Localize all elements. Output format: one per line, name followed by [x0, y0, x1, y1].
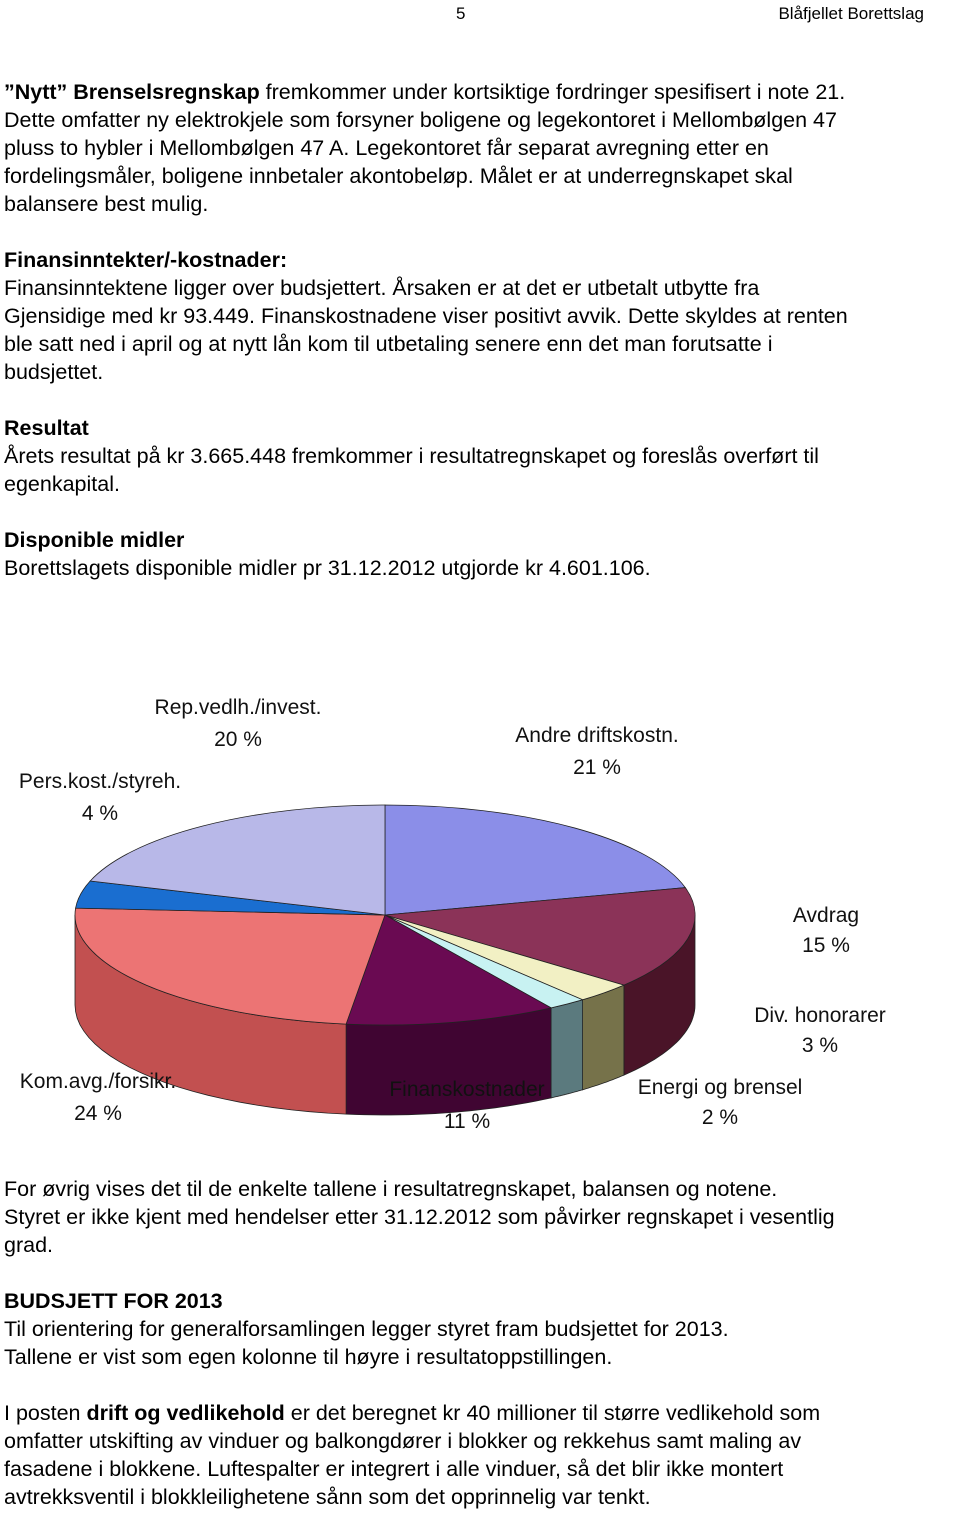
paragraph-line: grad. [4, 1233, 54, 1257]
pie-slice-percent: 2 % [701, 1106, 739, 1129]
paragraph-line: Finansinntektene ligger over budsjettert. Årsaken er at det er utbetalt utbytte fra [4, 276, 760, 300]
drift-bold: drift og vedlikehold [86, 1401, 285, 1425]
pie-slice-percent: 24 % [74, 1102, 122, 1125]
paragraph-line: Årets resultat på kr 3.665.448 fremkommer i resultatregnskapet og foreslås overført til [4, 444, 819, 468]
pie-slice-percent: 20 % [214, 728, 262, 751]
pie-slice-label: Energi og brensel [637, 1076, 803, 1099]
paragraph-line: For øvrig vises det til de enkelte tallene i resultatregnskapet, balansen og notene. [4, 1177, 778, 1201]
brensel-line1-text: fremkommer under kortsiktige fordringer spesifisert i note 21. [259, 80, 846, 104]
paragraph-line: egenkapital. [4, 472, 120, 496]
paragraph-line: fordelingsmåler, boligene innbetaler akontobeløp. Målet er at underregnskapet skal [4, 164, 793, 188]
paragraph-line: pluss to hybler i Mellombølgen 47 A. Legekontoret får separat avregning etter en [4, 136, 769, 160]
pie-slice-label: Avdrag [792, 904, 860, 927]
pie-slice-percent: 11 % [443, 1110, 491, 1133]
section-heading-budsjett: BUDSJETT FOR 2013 [4, 1289, 223, 1313]
document-body [4, 78, 959, 582]
pie-slice-percent: 21 % [573, 756, 621, 779]
paragraph-line: avtrekksventil i blokkleilighetene sånn som det opprinnelig var tenkt. [4, 1485, 651, 1509]
pie-slice-label: Andre driftskostn. [515, 724, 679, 747]
paragraph-line: balansere best mulig. [4, 192, 209, 216]
paragraph-line: Tallene er vist som egen kolonne til høyre i resultatoppstillingen. [4, 1345, 613, 1369]
pie-slice-percent: 4 % [81, 802, 119, 825]
paragraph-line: Styret er ikke kjent med hendelser etter 31.12.2012 som påvirker regnskapet i vesentlig [4, 1205, 835, 1229]
pie-chart-svg [0, 690, 960, 1140]
paragraph-line: omfatter utskifting av vinduer og balkongdører i blokker og rekkehus samt maling av [4, 1429, 802, 1453]
cost-distribution-pie-chart [0, 690, 960, 1140]
pie-slice-label: Pers.kost./styreh. [18, 770, 182, 793]
section-heading-resultat: Resultat [4, 416, 89, 440]
section-heading-finans: Finansinntekter/-kostnader: [4, 248, 288, 272]
pie-slice-label: Kom.avg./forsikr. [19, 1070, 177, 1093]
paragraph-line: Dette omfatter ny elektrokjele som forsyner boligene og legekontoret i Mellombølgen 47 [4, 108, 837, 132]
paragraph-line: Til orientering for generalforsamlingen legger styret fram budsjettet for 2013. [4, 1317, 729, 1341]
pie-slice-percent: 15 % [802, 934, 850, 957]
document-title: Blåfjellet Borettslag [778, 4, 924, 23]
paragraph-line: Gjensidige med kr 93.449. Finanskostnadene viser positivt avvik. Dette skyldes at renten [4, 304, 848, 328]
brensel-bold-lead: ”Nytt” Brenselsregnskap [4, 80, 260, 104]
paragraph-line: fasadene i blokkene. Luftespalter er integrert i alle vinduer, så det blir ikke montert [4, 1457, 784, 1481]
pie-slice-side [551, 1000, 583, 1098]
paragraph-line: Borettslagets disponible midler pr 31.12.2012 utgjorde kr 4.601.106. [4, 556, 651, 580]
drift-post: er det beregnet kr 40 millioner til større vedlikehold som [284, 1401, 821, 1425]
page-number: 5 [456, 4, 466, 23]
document-body-lower [4, 1175, 959, 1511]
pie-slice-percent: 3 % [801, 1034, 839, 1057]
section-heading-disponible: Disponible midler [4, 528, 185, 552]
paragraph-brensel-line1 [4, 78, 959, 106]
paragraph-drift-line1 [4, 1399, 959, 1427]
page-header [0, 0, 960, 30]
paragraph-line: budsjettet. [4, 360, 104, 384]
drift-pre: I posten [4, 1401, 87, 1425]
pie-slice-label: Div. honorarer [754, 1004, 886, 1027]
paragraph-line: ble satt ned i april og at nytt lån kom til utbetaling senere enn det man forutsatte i [4, 332, 773, 356]
pie-slice-side [583, 985, 624, 1090]
pie-slice-label: Finanskostnader [389, 1078, 545, 1101]
pie-slice-label: Rep.vedlh./invest. [154, 696, 322, 719]
